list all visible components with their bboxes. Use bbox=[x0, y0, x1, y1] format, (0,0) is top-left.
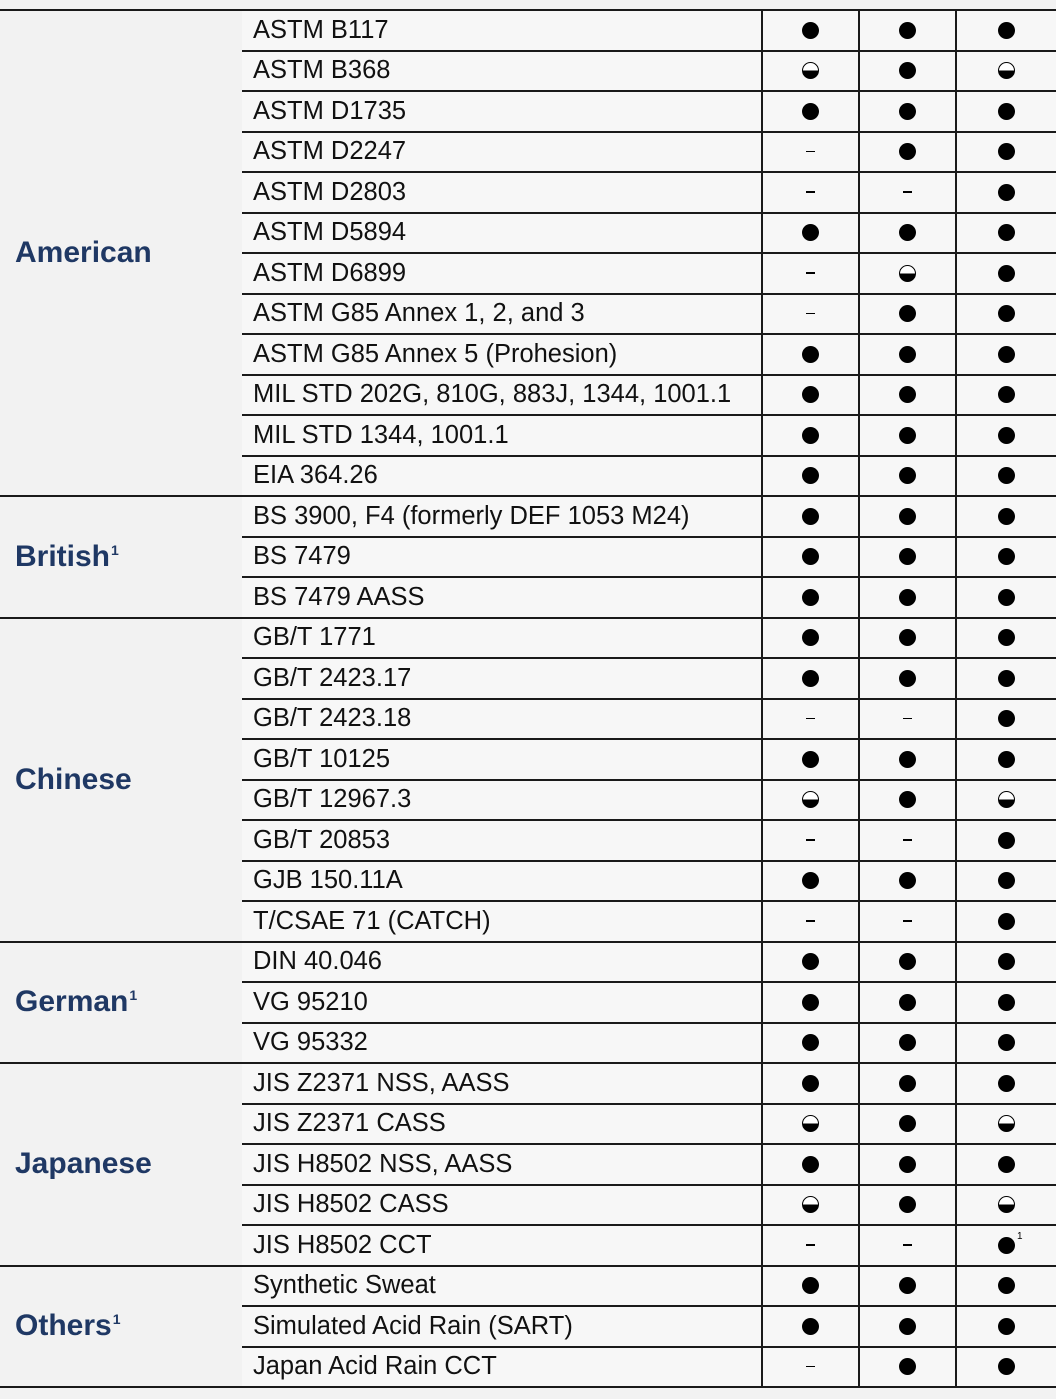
rating-cell bbox=[762, 172, 859, 213]
filled-circle-icon bbox=[802, 670, 819, 687]
filled-circle-icon bbox=[899, 305, 916, 322]
filled-circle-icon bbox=[802, 872, 819, 889]
rating-cell bbox=[762, 375, 859, 416]
filled-circle-icon bbox=[998, 427, 1015, 444]
standard-name: BS 7479 AASS bbox=[242, 577, 762, 618]
filled-circle-icon bbox=[998, 143, 1015, 160]
filled-circle-icon bbox=[998, 548, 1015, 565]
filled-circle-icon bbox=[899, 1196, 916, 1213]
standard-name: JIS Z2371 NSS, AASS bbox=[242, 1063, 762, 1104]
rating-cell bbox=[859, 253, 956, 294]
rating-cell bbox=[859, 1347, 956, 1388]
standard-name: MIL STD 1344, 1001.1 bbox=[242, 415, 762, 456]
filled-circle-icon bbox=[899, 1034, 916, 1051]
rating-cell bbox=[762, 51, 859, 92]
filled-circle-icon bbox=[899, 1277, 916, 1294]
half-circle-icon bbox=[802, 1115, 819, 1132]
rating-cell bbox=[762, 699, 859, 740]
dash-icon bbox=[903, 718, 912, 720]
filled-circle-icon bbox=[802, 1075, 819, 1092]
filled-circle-icon bbox=[998, 832, 1015, 849]
group-name: American bbox=[15, 236, 152, 269]
rating-cell bbox=[762, 820, 859, 861]
filled-circle-icon bbox=[802, 22, 819, 39]
half-circle-icon bbox=[998, 62, 1015, 79]
filled-circle-icon bbox=[998, 1230, 1023, 1254]
rating-cell bbox=[956, 1347, 1056, 1388]
standard-name: JIS H8502 CCT bbox=[242, 1225, 762, 1266]
group-label bbox=[0, 10, 242, 496]
rating-cell bbox=[956, 1063, 1056, 1104]
filled-circle-icon bbox=[998, 22, 1015, 39]
dash-icon bbox=[806, 1244, 815, 1246]
filled-circle-icon bbox=[998, 184, 1015, 201]
filled-circle-icon bbox=[899, 1115, 916, 1132]
table-row bbox=[0, 618, 1056, 659]
rating-cell bbox=[956, 496, 1056, 537]
dash-icon bbox=[806, 313, 815, 315]
half-circle-icon bbox=[899, 265, 916, 282]
standard-name: ASTM G85 Annex 5 (Prohesion) bbox=[242, 334, 762, 375]
filled-circle-icon bbox=[899, 1318, 916, 1335]
filled-circle-icon bbox=[899, 22, 916, 39]
standard-name: GB/T 12967.3 bbox=[242, 780, 762, 821]
filled-circle-icon bbox=[802, 467, 819, 484]
rating-cell bbox=[956, 172, 1056, 213]
filled-circle-icon bbox=[899, 670, 916, 687]
filled-circle-icon bbox=[899, 224, 916, 241]
standard-name: ASTM D2247 bbox=[242, 132, 762, 173]
filled-circle-icon bbox=[802, 994, 819, 1011]
rating-cell bbox=[859, 415, 956, 456]
rating-cell bbox=[956, 334, 1056, 375]
filled-circle-icon bbox=[802, 508, 819, 525]
filled-circle-icon bbox=[899, 1156, 916, 1173]
filled-circle-icon bbox=[802, 548, 819, 565]
filled-circle-icon bbox=[998, 346, 1015, 363]
rating-cell bbox=[859, 780, 956, 821]
filled-circle-icon bbox=[899, 548, 916, 565]
half-circle-icon bbox=[802, 1196, 819, 1213]
filled-circle-icon bbox=[998, 1034, 1015, 1051]
rating-cell bbox=[859, 1225, 956, 1266]
rating-cell bbox=[956, 10, 1056, 51]
standard-name: ASTM D1735 bbox=[242, 91, 762, 132]
rating-cell bbox=[762, 1347, 859, 1388]
group-name: Japanese bbox=[15, 1147, 152, 1181]
rating-cell bbox=[956, 1144, 1056, 1185]
rating-cell bbox=[956, 456, 1056, 497]
rating-cell bbox=[762, 739, 859, 780]
filled-circle-icon bbox=[802, 953, 819, 970]
table-row bbox=[0, 1266, 1056, 1307]
rating-cell bbox=[956, 1306, 1056, 1347]
filled-circle-icon bbox=[802, 427, 819, 444]
filled-circle-icon bbox=[998, 953, 1015, 970]
rating-cell bbox=[859, 820, 956, 861]
rating-cell bbox=[859, 1185, 956, 1226]
rating-cell bbox=[762, 577, 859, 618]
rating-cell bbox=[956, 91, 1056, 132]
standard-name: JIS Z2371 CASS bbox=[242, 1104, 762, 1145]
filled-circle-icon bbox=[899, 953, 916, 970]
rating-cell bbox=[956, 901, 1056, 942]
rating-cell bbox=[762, 1063, 859, 1104]
standard-name: GB/T 20853 bbox=[242, 820, 762, 861]
rating-cell bbox=[762, 942, 859, 983]
rating-cell bbox=[956, 739, 1056, 780]
rating-cell bbox=[762, 456, 859, 497]
standard-name: ASTM G85 Annex 1, 2, and 3 bbox=[242, 294, 762, 335]
filled-circle-icon bbox=[802, 1156, 819, 1173]
rating-cell bbox=[956, 132, 1056, 173]
rating-cell bbox=[859, 699, 956, 740]
rating-cell bbox=[956, 780, 1056, 821]
filled-circle-icon bbox=[998, 1277, 1015, 1294]
filled-circle-icon bbox=[998, 994, 1015, 1011]
table-row bbox=[0, 10, 1056, 51]
rating-cell bbox=[956, 699, 1056, 740]
filled-circle-icon bbox=[998, 1318, 1015, 1335]
filled-circle-icon bbox=[899, 467, 916, 484]
dash-icon bbox=[903, 1244, 912, 1246]
rating-cell bbox=[956, 375, 1056, 416]
standard-name: ASTM D6899 bbox=[242, 253, 762, 294]
dash-icon bbox=[806, 151, 815, 153]
rating-cell bbox=[859, 375, 956, 416]
rating-cell bbox=[762, 10, 859, 51]
rating-cell bbox=[859, 1023, 956, 1064]
filled-circle-icon bbox=[802, 589, 819, 606]
filled-circle-icon bbox=[899, 62, 916, 79]
rating-cell bbox=[762, 618, 859, 659]
group-name: British bbox=[15, 539, 111, 573]
dash-icon bbox=[806, 839, 815, 841]
group-footnote-marker: 1 bbox=[112, 1311, 121, 1328]
rating-cell bbox=[859, 456, 956, 497]
rating-cell bbox=[762, 982, 859, 1023]
filled-circle-icon bbox=[899, 1075, 916, 1092]
rating-cell bbox=[762, 1225, 859, 1266]
filled-circle-icon bbox=[802, 346, 819, 363]
rating-cell bbox=[762, 901, 859, 942]
filled-circle-icon bbox=[998, 710, 1015, 727]
rating-cell bbox=[859, 213, 956, 254]
rating-cell bbox=[956, 1104, 1056, 1145]
filled-circle-icon bbox=[899, 751, 916, 768]
standard-name: GJB 150.11A bbox=[242, 861, 762, 902]
standard-name: EIA 364.26 bbox=[242, 456, 762, 497]
rating-cell bbox=[859, 1063, 956, 1104]
rating-cell bbox=[956, 253, 1056, 294]
rating-cell bbox=[859, 496, 956, 537]
filled-circle-icon bbox=[998, 670, 1015, 687]
rating-cell bbox=[762, 1266, 859, 1307]
standard-name: ASTM D2803 bbox=[242, 172, 762, 213]
rating-cell bbox=[762, 1144, 859, 1185]
rating-cell bbox=[762, 253, 859, 294]
standard-name: GB/T 2423.17 bbox=[242, 658, 762, 699]
rating-cell bbox=[859, 618, 956, 659]
dash-icon bbox=[806, 272, 815, 274]
table-row bbox=[0, 942, 1056, 983]
filled-circle-icon bbox=[998, 589, 1015, 606]
filled-circle-icon bbox=[802, 1277, 819, 1294]
standard-name: Synthetic Sweat bbox=[242, 1266, 762, 1307]
filled-circle-icon bbox=[998, 224, 1015, 241]
standard-name: ASTM B117 bbox=[242, 10, 762, 51]
dash-icon bbox=[903, 839, 912, 841]
standard-name: GB/T 1771 bbox=[242, 618, 762, 659]
table-row bbox=[0, 496, 1056, 537]
filled-circle-icon bbox=[998, 386, 1015, 403]
group-name: German bbox=[15, 985, 129, 1019]
filled-circle-icon bbox=[998, 103, 1015, 120]
standard-name: BS 3900, F4 (formerly DEF 1053 M24) bbox=[242, 496, 762, 537]
filled-circle-icon bbox=[899, 994, 916, 1011]
dash-icon bbox=[806, 1366, 815, 1368]
filled-circle-icon bbox=[899, 629, 916, 646]
filled-circle-icon bbox=[998, 305, 1015, 322]
filled-circle-icon bbox=[998, 265, 1015, 282]
rating-cell bbox=[762, 1306, 859, 1347]
rating-cell bbox=[956, 577, 1056, 618]
rating-cell bbox=[762, 415, 859, 456]
filled-circle-icon bbox=[998, 1358, 1015, 1375]
standards-table-body bbox=[0, 10, 1056, 1387]
rating-cell bbox=[859, 51, 956, 92]
standard-name: VG 95210 bbox=[242, 982, 762, 1023]
filled-circle-icon bbox=[899, 143, 916, 160]
table-row bbox=[0, 1063, 1056, 1104]
rating-cell bbox=[956, 658, 1056, 699]
rating-cell bbox=[762, 294, 859, 335]
filled-circle-icon bbox=[998, 1075, 1015, 1092]
dash-icon bbox=[806, 191, 815, 193]
filled-circle-icon bbox=[998, 629, 1015, 646]
dash-icon bbox=[806, 920, 815, 922]
dash-icon bbox=[903, 920, 912, 922]
rating-cell bbox=[762, 658, 859, 699]
rating-cell bbox=[762, 132, 859, 173]
standards-table bbox=[0, 9, 1056, 1388]
half-circle-icon bbox=[998, 791, 1015, 808]
group-name: Chinese bbox=[15, 762, 132, 796]
standard-name: GB/T 2423.18 bbox=[242, 699, 762, 740]
filled-circle-icon bbox=[998, 508, 1015, 525]
rating-cell bbox=[762, 1023, 859, 1064]
rating-cell bbox=[956, 51, 1056, 92]
rating-cell bbox=[859, 294, 956, 335]
rating-cell bbox=[762, 1185, 859, 1226]
rating-cell bbox=[956, 1023, 1056, 1064]
rating-cell bbox=[859, 537, 956, 578]
filled-circle-icon bbox=[899, 346, 916, 363]
standard-name: BS 7479 bbox=[242, 537, 762, 578]
standard-name: DIN 40.046 bbox=[242, 942, 762, 983]
half-circle-icon bbox=[998, 1196, 1015, 1213]
group-label bbox=[0, 1266, 242, 1388]
rating-cell bbox=[762, 496, 859, 537]
rating-cell bbox=[956, 537, 1056, 578]
rating-cell bbox=[956, 294, 1056, 335]
filled-circle-icon bbox=[899, 103, 916, 120]
rating-cell bbox=[956, 618, 1056, 659]
group-label bbox=[0, 496, 242, 618]
filled-circle-icon bbox=[899, 872, 916, 889]
rating-footnote-marker: 1 bbox=[1017, 1230, 1023, 1242]
dash-icon bbox=[903, 191, 912, 193]
rating-cell bbox=[859, 172, 956, 213]
rating-cell bbox=[762, 91, 859, 132]
rating-cell bbox=[859, 1144, 956, 1185]
filled-circle-icon bbox=[802, 1318, 819, 1335]
filled-circle-icon bbox=[899, 1358, 916, 1375]
rating-cell bbox=[762, 780, 859, 821]
rating-cell bbox=[956, 861, 1056, 902]
filled-circle-icon bbox=[899, 508, 916, 525]
group-footnote-marker: 1 bbox=[129, 987, 138, 1004]
rating-cell bbox=[859, 1306, 956, 1347]
group-footnote-marker: 1 bbox=[111, 541, 119, 558]
standard-name: MIL STD 202G, 810G, 883J, 1344, 1001.1 bbox=[242, 375, 762, 416]
half-circle-icon bbox=[802, 62, 819, 79]
filled-circle-icon bbox=[998, 872, 1015, 889]
standard-name: JIS H8502 NSS, AASS bbox=[242, 1144, 762, 1185]
rating-cell bbox=[859, 132, 956, 173]
rating-cell bbox=[859, 334, 956, 375]
dash-icon bbox=[806, 718, 815, 720]
rating-cell bbox=[762, 1104, 859, 1145]
filled-circle-icon bbox=[998, 1156, 1015, 1173]
rating-cell bbox=[956, 982, 1056, 1023]
rating-cell bbox=[956, 820, 1056, 861]
filled-circle-icon bbox=[899, 589, 916, 606]
rating-cell bbox=[859, 1104, 956, 1145]
filled-circle-icon bbox=[998, 467, 1015, 484]
group-label bbox=[0, 1063, 242, 1266]
rating-cell bbox=[956, 1225, 1056, 1266]
filled-circle-icon bbox=[899, 427, 916, 444]
rating-cell bbox=[956, 1185, 1056, 1226]
filled-circle-icon bbox=[802, 629, 819, 646]
rating-cell bbox=[859, 91, 956, 132]
rating-cell bbox=[859, 658, 956, 699]
standard-name: GB/T 10125 bbox=[242, 739, 762, 780]
rating-cell bbox=[859, 739, 956, 780]
filled-circle-icon bbox=[802, 103, 819, 120]
filled-circle-icon bbox=[998, 913, 1015, 930]
filled-circle-icon bbox=[998, 751, 1015, 768]
rating-cell bbox=[956, 1266, 1056, 1307]
standard-name: Simulated Acid Rain (SART) bbox=[242, 1306, 762, 1347]
filled-circle-icon bbox=[802, 386, 819, 403]
rating-cell bbox=[762, 334, 859, 375]
rating-cell bbox=[956, 942, 1056, 983]
filled-circle-icon bbox=[802, 751, 819, 768]
standard-name: Japan Acid Rain CCT bbox=[242, 1347, 762, 1388]
rating-cell bbox=[859, 901, 956, 942]
rating-cell bbox=[762, 861, 859, 902]
group-label bbox=[0, 942, 242, 1064]
rating-cell bbox=[859, 942, 956, 983]
rating-cell bbox=[762, 537, 859, 578]
standard-name: JIS H8502 CASS bbox=[242, 1185, 762, 1226]
filled-circle-icon bbox=[802, 224, 819, 241]
rating-cell bbox=[859, 982, 956, 1023]
half-circle-icon bbox=[802, 791, 819, 808]
rating-cell bbox=[762, 213, 859, 254]
standard-name: VG 95332 bbox=[242, 1023, 762, 1064]
rating-cell bbox=[956, 415, 1056, 456]
standard-name: ASTM D5894 bbox=[242, 213, 762, 254]
filled-circle-icon bbox=[899, 386, 916, 403]
filled-circle-icon bbox=[899, 791, 916, 808]
rating-cell bbox=[859, 1266, 956, 1307]
standard-name: ASTM B368 bbox=[242, 51, 762, 92]
half-circle-icon bbox=[998, 1115, 1015, 1132]
rating-cell bbox=[859, 10, 956, 51]
rating-cell bbox=[956, 213, 1056, 254]
group-name: Others bbox=[15, 1309, 112, 1343]
rating-cell bbox=[859, 577, 956, 618]
group-label bbox=[0, 618, 242, 942]
filled-circle-icon bbox=[802, 1034, 819, 1051]
standard-name: T/CSAE 71 (CATCH) bbox=[242, 901, 762, 942]
rating-cell bbox=[859, 861, 956, 902]
